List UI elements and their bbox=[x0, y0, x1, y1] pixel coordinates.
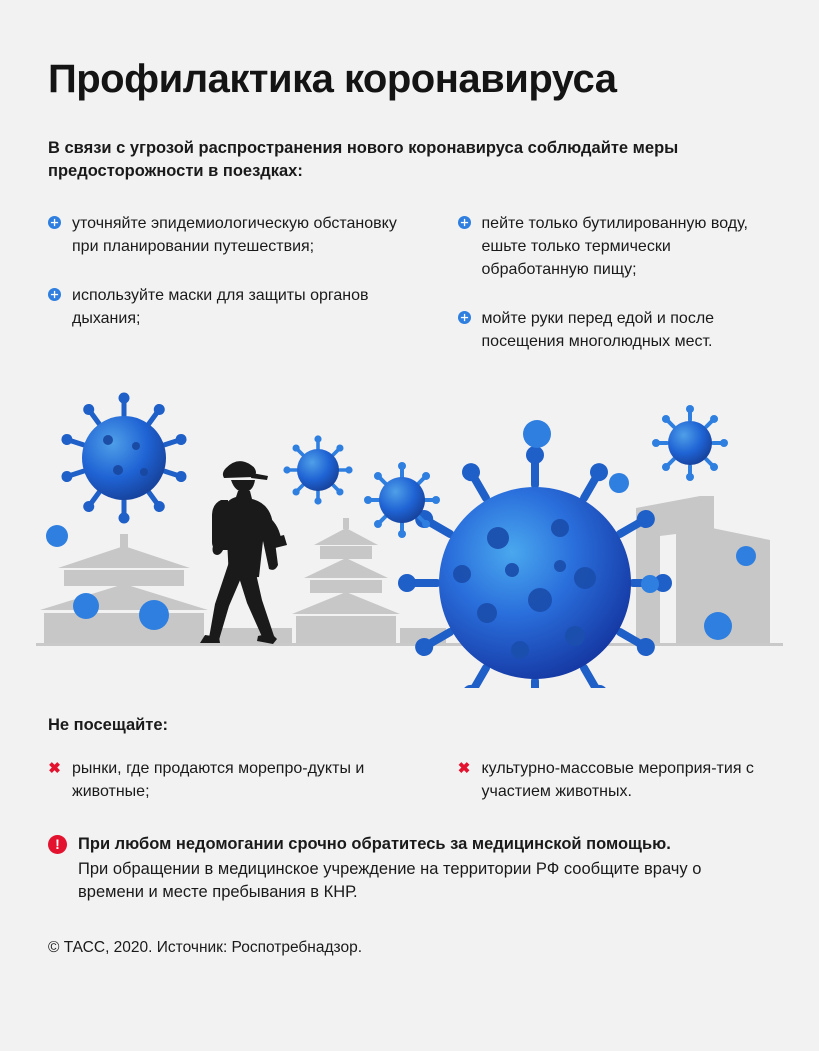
tip-text: уточняйте эпидемиологическую обстановку при планировании путешествия; bbox=[72, 214, 397, 255]
tips-column-left bbox=[48, 212, 410, 354]
tip-item bbox=[458, 307, 772, 353]
infographic-poster bbox=[0, 27, 819, 1051]
plus-icon bbox=[48, 216, 61, 229]
plus-icon bbox=[458, 216, 471, 229]
avoid-heading: Не посещайте: bbox=[48, 715, 169, 734]
lead-paragraph: В связи с угрозой распространения нового коронавируса соблюдайте меры предосторожности в поездках: bbox=[48, 138, 679, 181]
illustration-canvas bbox=[0, 388, 819, 688]
ground-line bbox=[36, 643, 783, 646]
credit-line: © ТАСС, 2020. Источник: Роспотребнадзор. bbox=[48, 938, 363, 956]
warning-body bbox=[78, 833, 771, 905]
page-title: Профилактика коронавируса bbox=[48, 56, 617, 101]
avoid-item bbox=[458, 757, 772, 803]
plus-icon bbox=[48, 288, 61, 301]
tip-text: мойте руки перед едой и после посещения многолюдных мест. bbox=[481, 310, 715, 351]
avoid-section bbox=[48, 757, 771, 803]
tip-item bbox=[48, 212, 410, 258]
avoid-column-right bbox=[410, 757, 772, 803]
tip-text: пейте только бутилированную воду, ешьте только термически обработанную пищу; bbox=[481, 214, 748, 279]
traveler-silhouette bbox=[200, 461, 287, 644]
coronavirus-small-icon bbox=[283, 435, 352, 504]
exclamation-icon: ! bbox=[48, 835, 67, 854]
tips-column-right bbox=[410, 212, 772, 354]
illustration bbox=[0, 388, 819, 688]
pagoda-left-icon bbox=[40, 534, 208, 643]
illustration-svg bbox=[0, 388, 819, 688]
temple-center-icon bbox=[292, 518, 400, 643]
avoid-text: рынки, где продаются морепро-дукты и животные; bbox=[72, 759, 365, 800]
tip-item bbox=[48, 284, 410, 330]
x-icon: ✖ bbox=[48, 759, 61, 777]
tips-section bbox=[48, 212, 771, 354]
avoid-item bbox=[48, 757, 410, 803]
plus-icon bbox=[458, 311, 471, 324]
x-icon: ✖ bbox=[457, 759, 471, 777]
coronavirus-medium-icon bbox=[60, 392, 188, 523]
warning-block bbox=[48, 833, 771, 905]
warning-headline: При любом недомогании срочно обратитесь за медицинской помощью. bbox=[78, 834, 671, 853]
avoid-text: культурно-массовые мероприя-тия с участием животных. bbox=[481, 759, 754, 800]
coronavirus-small-icon bbox=[652, 405, 728, 481]
tip-item bbox=[458, 212, 772, 282]
warning-detail: При обращении в медицинское учреждение на территории РФ сообщите врачу о времени и месте пребывания в КНР. bbox=[78, 860, 702, 902]
coronavirus-large-icon bbox=[398, 446, 672, 688]
coronavirus-small-icon bbox=[364, 462, 440, 538]
monument-right-icon bbox=[636, 496, 770, 643]
avoid-column-left bbox=[48, 757, 410, 803]
tip-text: используйте маски для защиты органов дыхания; bbox=[72, 287, 369, 328]
